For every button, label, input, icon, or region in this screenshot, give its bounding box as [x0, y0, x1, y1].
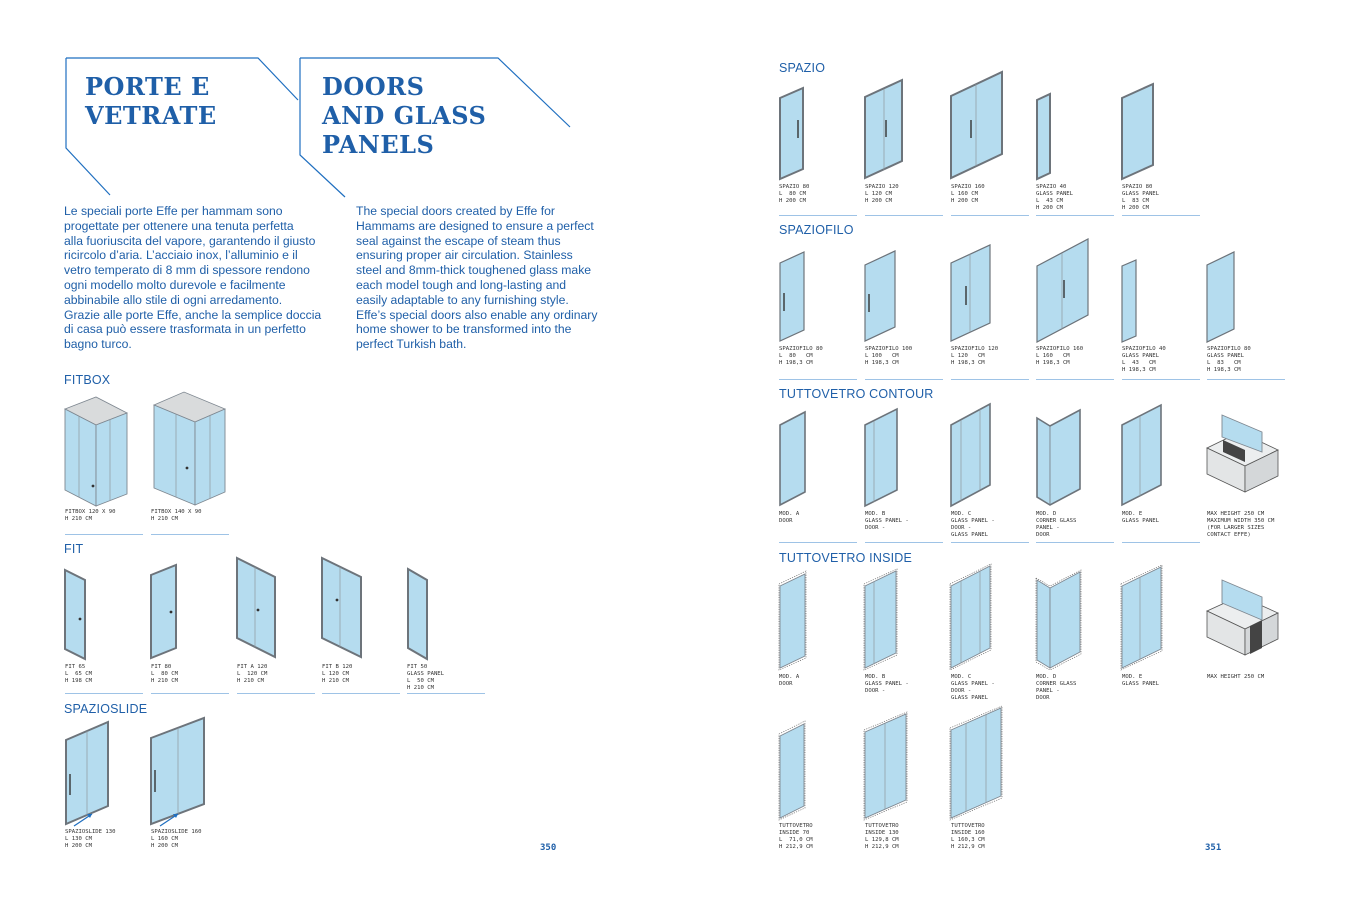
caption-line: L 160,3 CM: [951, 836, 985, 843]
divider: [1122, 215, 1200, 216]
caption-line: CORNER GLASS: [1036, 517, 1077, 524]
caption-line: L 65 CM: [65, 670, 92, 677]
caption-line: FIT 80: [151, 664, 172, 670]
caption-line: MOD. D: [1036, 674, 1057, 680]
fit-65-drawing: [65, 570, 85, 659]
caption-fit-65: [65, 664, 92, 685]
caption-line: L 83 CM: [1207, 359, 1241, 366]
caption-line: TUTTOVETRO: [865, 823, 899, 829]
caption-inside-70: [779, 823, 813, 851]
spaziofilo-80-drawing: [780, 252, 804, 341]
spazio-80-drawing: [780, 88, 803, 179]
caption-inside-160: [951, 823, 985, 851]
caption-line: L 80 CM: [779, 190, 806, 197]
page-number-right: 351: [1205, 843, 1222, 853]
divider: [951, 379, 1029, 380]
fit-a-120-drawing: [237, 558, 275, 657]
caption-line: FITBOX 120 X 90: [65, 509, 116, 515]
fitbox-140-drawing: [154, 392, 225, 505]
caption-inside-130: [865, 823, 899, 851]
divider: [951, 215, 1029, 216]
spazio-160-drawing: [951, 72, 1002, 178]
caption-line: DOOR: [779, 680, 793, 687]
divider: [237, 693, 315, 694]
divider: [1122, 542, 1200, 543]
inside-base-detail-drawing: [1207, 580, 1278, 655]
caption-fit-a-120: [237, 664, 267, 685]
caption-line: SPAZIOFILO 100: [865, 346, 913, 352]
intro-en-line: seal against the escape of steam thus: [356, 233, 561, 248]
caption-inside-mod-e: [1122, 674, 1159, 688]
caption-line: MOD. B: [865, 674, 886, 680]
caption-spaziofilo-80: [779, 346, 823, 367]
intro-it-line: Le speciali porte Effe per hammam sono: [64, 204, 283, 218]
caption-contour-mod-d: [1036, 511, 1076, 539]
caption-line: MOD. C: [951, 674, 972, 680]
caption-line: FITBOX 140 X 90: [151, 509, 202, 515]
caption-line: SPAZIOFILO 80: [779, 346, 823, 352]
intro-it-line: Grazie alle porte Effe, anche la semplice doccia: [64, 307, 322, 322]
contour-mod-b-drawing: [865, 409, 897, 506]
caption-spaziofilo-100: [865, 346, 912, 367]
caption-line: DOOR: [1036, 694, 1050, 701]
caption-line: L 120 CM: [322, 670, 349, 677]
caption-fit-80: [151, 664, 178, 685]
caption-line: H 198,3 CM: [779, 359, 813, 366]
divider: [1036, 215, 1114, 216]
caption-line: SPAZIOFILO 120: [951, 346, 999, 352]
intro-it-line: alla fuoriuscita del vapore, garantendo il giusto: [64, 233, 316, 248]
divider: [65, 693, 143, 694]
intro-it-line: bagno turco.: [64, 337, 132, 352]
caption-line: GLASS PANEL -: [865, 680, 909, 687]
intro-en-line: easily adaptable to any furnishing style.: [356, 292, 569, 307]
caption-spazioslide-130: [65, 829, 116, 850]
caption-line: H 210 CM: [151, 677, 178, 684]
caption-line: L 120 CM: [237, 670, 268, 677]
contour-mod-d-drawing: [1037, 410, 1080, 505]
section-title-spaziofilo: SPAZIOFILO: [779, 223, 854, 237]
spazioslide-160-drawing: [151, 718, 204, 826]
caption-line: L 80 CM: [151, 670, 178, 677]
caption-line: SPAZIO 80: [779, 184, 810, 190]
caption-line: H 200 CM: [865, 197, 892, 204]
divider: [151, 693, 229, 694]
caption-spazio-120: [865, 184, 899, 205]
inside-mod-b-drawing: [864, 569, 897, 670]
caption-line: GLASS PANEL: [1122, 680, 1160, 687]
section-title-fit: FIT: [64, 542, 84, 556]
caption-line: L 120 CM: [865, 190, 892, 197]
caption-line: DOOR: [779, 517, 793, 524]
divider: [865, 215, 943, 216]
fit-80-drawing: [151, 565, 176, 658]
caption-line: GLASS PANEL: [1207, 352, 1245, 359]
divider: [65, 534, 143, 535]
caption-spazio-40-glass-panel: [1036, 184, 1073, 212]
caption-line: SPAZIOFILO 160: [1036, 346, 1084, 352]
caption-spaziofilo-40-glass-panel: [1122, 346, 1166, 374]
caption-line: H 198,3 CM: [1207, 366, 1241, 373]
intro-en-line: The special doors created by Effe for: [356, 204, 555, 218]
contour-mod-a-drawing: [780, 412, 805, 505]
caption-line: L 160 CM: [951, 190, 978, 197]
caption-line: H 210 CM: [237, 677, 264, 684]
caption-line: INSIDE 160: [951, 829, 985, 836]
caption-line: H 212,9 CM: [865, 843, 899, 850]
caption-contour-mod-e: [1122, 511, 1159, 525]
caption-line: SPAZIOSLIDE 160: [151, 829, 202, 835]
inside-mod-d-drawing: [1036, 570, 1081, 670]
caption-line: MOD. A: [779, 674, 800, 680]
spaziofilo-40-glass-panel-drawing: [1122, 260, 1136, 342]
caption-inside-max-height: [1207, 674, 1264, 681]
caption-line: DOOR: [1036, 531, 1050, 538]
caption-line: H 198,3 CM: [951, 359, 985, 366]
caption-line: DOOR -: [951, 524, 972, 531]
divider: [951, 542, 1029, 543]
caption-line: MOD. E: [1122, 511, 1143, 517]
intro-en-line: perfect Turkish bath.: [356, 337, 467, 352]
caption-fit-b-120: [322, 664, 352, 685]
section-title-tuttovetro-inside: TUTTOVETRO INSIDE: [779, 551, 913, 565]
caption-line: GLASS PANEL: [951, 694, 989, 701]
section-title-tuttovetro-contour: TUTTOVETRO CONTOUR: [779, 387, 934, 401]
caption-line: H 200 CM: [151, 842, 178, 849]
divider: [322, 693, 400, 694]
caption-line: TUTTOVETRO: [951, 823, 985, 829]
section-title-spazio: SPAZIO: [779, 61, 826, 75]
divider: [865, 379, 943, 380]
fit-b-120-drawing: [322, 558, 361, 657]
caption-line: SPAZIOFILO 40: [1122, 346, 1166, 352]
caption-line: L 71,0 CM: [779, 836, 813, 843]
divider: [779, 542, 857, 543]
caption-line: L 80 CM: [779, 352, 813, 359]
intro-en-line: ensuring proper air circulation. Stainless: [356, 248, 573, 263]
caption-line: L 129,8 CM: [865, 836, 899, 843]
contour-mod-c-drawing: [951, 404, 990, 506]
title-it-line-2: VETRATE: [85, 101, 217, 130]
intro-it-line: abbinabile allo stile di ogni arredamento.: [64, 292, 283, 307]
caption-line: H 200 CM: [779, 197, 806, 204]
caption-line: H 210 CM: [65, 515, 92, 522]
caption-line: PANEL -: [1036, 687, 1060, 694]
caption-contour-mod-c: [951, 511, 995, 539]
section-title-spazioslide: SPAZIOSLIDE: [64, 702, 148, 716]
caption-line: H 212,9 CM: [779, 843, 813, 850]
divider: [1036, 542, 1114, 543]
caption-line: L 100 CM: [865, 352, 899, 359]
title-it-line-1: PORTE E: [85, 72, 210, 101]
caption-line: SPAZIOSLIDE 130: [65, 829, 116, 835]
caption-line: SPAZIOFILO 80: [1207, 346, 1251, 352]
spaziofilo-100-drawing: [865, 251, 895, 341]
caption-line: GLASS PANEL: [1036, 190, 1074, 197]
page-number-left: 350: [540, 843, 557, 853]
caption-line: L 130 CM: [65, 835, 92, 842]
intro-it-line: di casa può essere trasformata in un perfetto: [64, 322, 306, 337]
divider: [151, 534, 229, 535]
caption-line: GLASS PANEL: [951, 531, 989, 538]
intro-it-line: ricircolo d’aria. L’acciaio inox, l’alluminio e il: [64, 248, 298, 263]
spazioslide-130-drawing: [66, 722, 108, 826]
caption-line: H 200 CM: [951, 197, 978, 204]
caption-inside-mod-b: [865, 674, 909, 695]
caption-line: PANEL -: [1036, 524, 1060, 531]
caption-line: MOD. D: [1036, 511, 1057, 517]
caption-line: CONTACT EFFE): [1207, 531, 1251, 538]
spazio-120-drawing: [865, 80, 902, 178]
caption-line: L 43 CM: [1036, 197, 1063, 204]
title-en-line-2: AND GLASS: [322, 101, 487, 130]
fitbox-120-drawing: [65, 397, 127, 506]
caption-spaziofilo-80-glass-panel: [1207, 346, 1251, 374]
spaziofilo-120-drawing: [951, 245, 990, 341]
caption-line: MOD. E: [1122, 674, 1143, 680]
caption-line: SPAZIO 80: [1122, 184, 1153, 190]
caption-line: GLASS PANEL -: [951, 680, 995, 687]
intro-it-line: vetro temperato di 8 mm di spessore rendono: [64, 263, 310, 278]
caption-inside-mod-d: [1036, 674, 1076, 702]
caption-line: FIT 50: [407, 664, 428, 670]
contour-mod-e-drawing: [1122, 405, 1161, 505]
caption-line: INSIDE 70: [779, 829, 810, 836]
caption-line: MOD. A: [779, 511, 800, 517]
caption-line: L 83 CM: [1122, 197, 1149, 204]
caption-line: H 210 CM: [151, 515, 178, 522]
caption-fit-50: [407, 664, 444, 692]
caption-line: MOD. B: [865, 511, 886, 517]
caption-spazio-160: [951, 184, 985, 205]
caption-line: L 160 CM: [151, 835, 178, 842]
caption-line: L 120 CM: [951, 352, 985, 359]
caption-fitbox-120: [65, 509, 116, 523]
caption-line: L 160 CM: [1036, 352, 1070, 359]
caption-line: H 210 CM: [407, 684, 434, 691]
caption-line: H 200 CM: [1036, 204, 1063, 211]
divider: [1122, 379, 1200, 380]
caption-line: SPAZIO 160: [951, 184, 985, 190]
caption-line: FIT B 120: [322, 664, 353, 670]
caption-line: GLASS PANEL: [1122, 190, 1160, 197]
caption-line: GLASS PANEL -: [865, 517, 909, 524]
title-en-line-1: DOORS: [322, 72, 425, 101]
contour-base-detail-drawing: [1207, 415, 1278, 492]
caption-line: DOOR -: [865, 687, 886, 694]
caption-line: L 43 CM: [1122, 359, 1156, 366]
caption-line: DOOR -: [865, 524, 886, 531]
caption-line: INSIDE 130: [865, 829, 899, 836]
caption-contour-mod-b: [865, 511, 909, 532]
caption-line: H 200 CM: [1122, 204, 1149, 211]
caption-line: CORNER GLASS: [1036, 680, 1077, 687]
caption-line: GLASS PANEL: [1122, 517, 1160, 524]
inside-mod-c-drawing: [950, 564, 991, 670]
divider: [407, 693, 485, 694]
caption-line: H 198,3 CM: [1122, 366, 1156, 373]
caption-line: MOD. C: [951, 511, 972, 517]
caption-line: H 198,3 CM: [865, 359, 899, 366]
fit-50-drawing: [408, 569, 427, 659]
divider: [1036, 379, 1114, 380]
divider: [1207, 379, 1285, 380]
caption-contour-mod-a: [779, 511, 799, 525]
caption-line: H 210 CM: [322, 677, 349, 684]
spazio-80-glass-panel-drawing: [1122, 84, 1153, 179]
caption-fitbox-140: [151, 509, 202, 523]
divider: [865, 542, 943, 543]
caption-spazio-80-glass-panel: [1122, 184, 1159, 212]
caption-line: DOOR -: [951, 687, 972, 694]
divider: [779, 379, 857, 380]
intro-it-line: ogni modello molto durevole e facilmente: [64, 277, 286, 292]
intro-it-line: progettate per ottenere una tenuta perfetta: [64, 218, 294, 233]
caption-spaziofilo-120: [951, 346, 998, 367]
caption-contour-max-size: [1207, 511, 1274, 539]
section-title-fitbox: FITBOX: [64, 373, 111, 387]
caption-line: H 198 CM: [65, 677, 92, 684]
title-en-line-3: PANELS: [322, 130, 435, 159]
caption-line: GLASS PANEL: [1122, 352, 1160, 359]
caption-line: MAXIMUM WIDTH 350 CM: [1207, 517, 1275, 524]
caption-line: H 198,3 CM: [1036, 359, 1070, 366]
intro-en-line: Hammams are designed to ensure a perfect: [356, 218, 594, 233]
spaziofilo-160-drawing: [1037, 239, 1088, 342]
caption-spazio-80: [779, 184, 809, 205]
caption-line: GLASS PANEL -: [951, 517, 995, 524]
caption-line: GLASS PANEL: [407, 670, 445, 677]
caption-line: SPAZIO 120: [865, 184, 899, 190]
caption-line: FIT A 120: [237, 664, 268, 670]
inside-mod-a-drawing: [779, 571, 806, 670]
caption-inside-mod-a: [779, 674, 799, 688]
spaziofilo-80-glass-panel-drawing: [1207, 252, 1234, 342]
divider: [779, 215, 857, 216]
intro-en-line: home shower to be transformed into the: [356, 322, 572, 337]
caption-line: MAX HEIGHT 250 CM: [1207, 511, 1265, 517]
intro-en-line: Effe’s special doors also enable any ordinary: [356, 307, 598, 322]
inside-130-drawing: [864, 712, 907, 820]
inside-mod-e-drawing: [1121, 565, 1162, 670]
caption-line: H 212,9 CM: [951, 843, 985, 850]
intro-en-line: steel and 8mm-thick toughened glass make: [356, 263, 592, 278]
caption-line: H 200 CM: [65, 842, 92, 849]
caption-line: FIT 65: [65, 664, 86, 670]
caption-line: (FOR LARGER SIZES: [1207, 524, 1265, 531]
caption-line: TUTTOVETRO: [779, 823, 813, 829]
inside-160-drawing: [950, 706, 1002, 820]
inside-70-drawing: [779, 721, 805, 820]
caption-spazioslide-160: [151, 829, 202, 850]
intro-en-line: each model tough and long-lasting and: [356, 277, 567, 292]
spazio-40-glass-panel-drawing: [1037, 94, 1050, 179]
caption-line: MAX HEIGHT 250 CM: [1207, 674, 1265, 680]
caption-line: L 50 CM: [407, 677, 434, 684]
caption-inside-mod-c: [951, 674, 995, 702]
caption-spaziofilo-160: [1036, 346, 1083, 367]
caption-line: SPAZIO 40: [1036, 184, 1067, 190]
